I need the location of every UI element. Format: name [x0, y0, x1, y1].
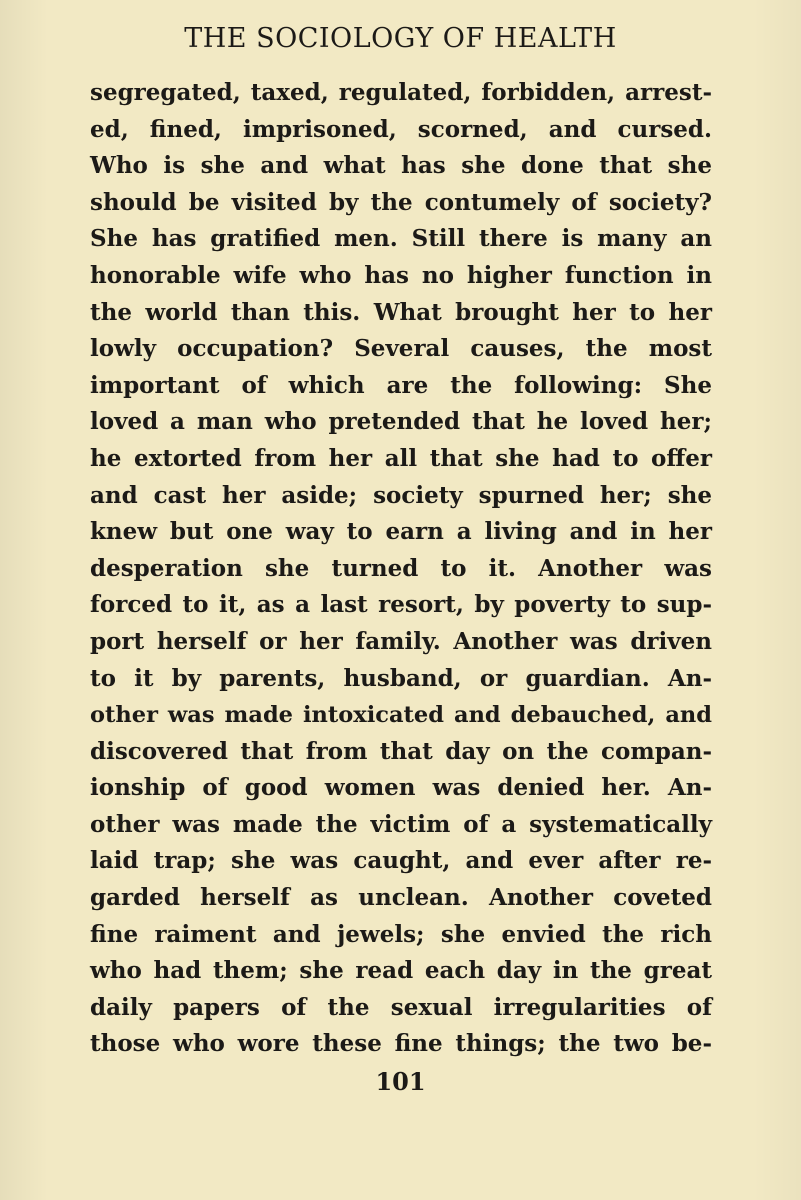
running-head: THE SOCIOLOGY OF HEALTH — [184, 23, 617, 54]
text-line: lowly occupation? Several causes, the most — [90, 335, 712, 363]
text-line: ed, fined, imprisoned, scorned, and cursed. — [90, 115, 712, 143]
text-line: other was made intoxicated and debauched, and — [90, 702, 712, 729]
text-line: important of which are the following: She — [90, 371, 712, 399]
text-line: segregated, taxed, regulated, forbidden, arrest- — [90, 79, 712, 106]
text-line: garded herself as unclean. Another coveted — [90, 884, 712, 912]
text-line: ionship of good women was denied her. An- — [90, 774, 712, 802]
text-line: forced to it, as a last resort, by poverty to sup- — [90, 591, 712, 619]
page-number: 101 — [375, 1067, 426, 1096]
text-line: Who is she and what has she done that she — [90, 152, 712, 180]
text-line: laid trap; she was caught, and ever after re- — [90, 847, 712, 875]
text-line: should be visited by the contumely of society? — [90, 188, 712, 216]
text-line: the world than this. What brought her to her — [90, 298, 712, 326]
text-line: She has gratified men. Still there is many an — [90, 225, 712, 253]
text-line: and cast her aside; society spurned her; she — [90, 481, 712, 509]
text-line: fine raiment and jewels; she envied the rich — [90, 920, 712, 948]
text-line: he extorted from her all that she had to offer — [90, 444, 712, 472]
text-line: daily papers of the sexual irregularities of — [90, 993, 712, 1021]
text-line: knew but one way to earn a living and in her — [90, 518, 712, 546]
text-line: desperation she turned to it. Another was — [90, 554, 712, 582]
body-text — [90, 75, 712, 1063]
text-line: loved a man who pretended that he loved her; — [90, 408, 712, 436]
text-line: to it by parents, husband, or guardian. An- — [90, 664, 712, 692]
text-line: who had them; she read each day in the great — [90, 957, 712, 985]
text-line: those who wore these fine things; the two be- — [90, 1030, 712, 1058]
text-line: port herself or her family. Another was driven — [90, 627, 712, 655]
text-line: honorable wife who has no higher function in — [90, 261, 712, 289]
text-line: other was made the victim of a systematically — [90, 810, 712, 838]
text-line: discovered that from that day on the compan- — [90, 737, 712, 765]
